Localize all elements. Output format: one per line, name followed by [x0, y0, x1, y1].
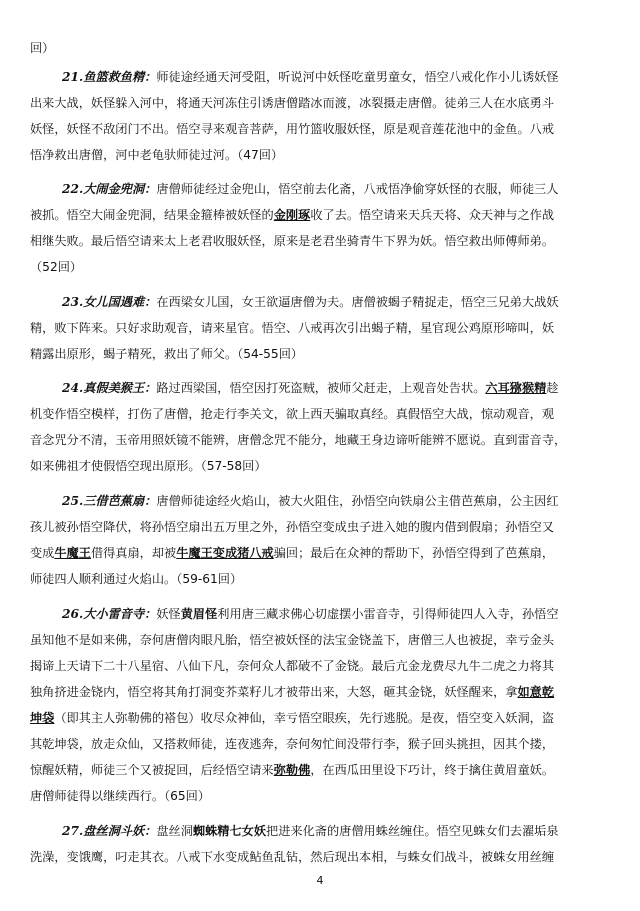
page-number: 4 [316, 874, 324, 887]
continuation-line: 回） [30, 41, 55, 55]
story-title: 鱼篮救鱼精： [83, 70, 157, 84]
story-title: 盘丝洞斗妖： [83, 824, 157, 838]
story-number: 21. [62, 70, 84, 84]
story-text: 唐僧师徒经过金兜山，悟空前去化斋，八戒悟净偷穿妖怪的衣服，师徒三人 [156, 182, 559, 196]
story-title: 大小雷音寺： [83, 607, 157, 621]
story-title: 女儿国遇难： [83, 295, 157, 309]
story-text: 利用唐三藏求佛心切虚摆小雷音寺，引得师徒四人入寺，孙悟空 [217, 607, 559, 621]
story-line [62, 824, 559, 838]
story-text: 被抓。悟空大闹金兜洞，结果金箍棒被妖怪的 [30, 208, 274, 222]
story-text: 收了去。悟空请来天兵天将、众天神与之作战 [310, 208, 555, 222]
story-line: 精，败下阵来。只好求助观音，请来星官。悟空、八戒再次引出蝎子精，星官现公鸡原形啼叫，妖 [30, 321, 555, 335]
story-line: 师徒四人顺利通过火焰山。（59-61回） [30, 572, 243, 586]
story-number: 23. [62, 295, 84, 309]
key-term: 六耳猕猴精 [485, 381, 547, 395]
story-line [30, 546, 554, 560]
story-line [30, 685, 554, 699]
key-term: 坤袋 [30, 711, 55, 725]
story-line [30, 763, 554, 777]
story-number: 25. [62, 494, 84, 508]
story-line: 如来佛祖才使假悟空现出原形。（57-58回） [30, 459, 267, 473]
story-line: 悟净救出唐僧，河中老龟驮师徒过河。（47回） [30, 148, 284, 162]
story-text: 趁 [546, 381, 559, 395]
story-text: 师徒途经通天河受阻，听说河中妖怪吃童男童女，悟空八戒化作小儿诱妖怪 [156, 70, 559, 84]
story-line [62, 70, 559, 84]
story-line: 虽知他不是如来佛，奈何唐僧肉眼凡胎，悟空被妖怪的法宝金铙盖下，唐僧三人也被捉，幸亏金头 [30, 633, 555, 647]
story-text: 妖怪 [156, 607, 181, 621]
story-line: 音念咒分不清，玉帝用照妖镜不能辨，唐僧念咒不能分，地藏王身边谛听能辨不愿说。直到雷音寺， [30, 433, 567, 447]
story-title: 大闹金兜洞： [83, 182, 157, 196]
story-line [62, 381, 559, 395]
key-term: 金刚琢 [273, 208, 311, 222]
story-text: 在西梁女儿国，女王欲逼唐僧为夫。唐僧被蝎子精捉走，悟空三兄弟大战妖 [156, 295, 559, 309]
story-text: 惊醒妖精，师徒三个又被捉回，后经悟空请来 [30, 763, 274, 777]
story-text: 把进来化斋的唐僧用蛛丝缠住。悟空见蛛女们去濯垢泉 [266, 824, 559, 838]
story-line [30, 208, 554, 222]
story-line: 机变作悟空模样，打伤了唐僧，抢走行李关文，欲上西天骗取真经。真假悟空大战，惊动观音，观 [30, 407, 555, 421]
story-text: 路过西梁国，悟空因打死盗贼，被师父赶走，上观音处告状。 [156, 381, 486, 395]
story-title: 真假美猴王： [83, 381, 157, 395]
key-term: 弥勒佛 [273, 763, 311, 777]
story-line: 妖怪，妖怪不敌闭门不出。悟空寻来观音菩萨，用竹篮收服妖怪，原是观音莲花池中的金鱼。八戒 [30, 122, 555, 136]
story-text: ，在西瓜田里设下巧计，终于擒住黄眉童妖。 [310, 763, 555, 777]
story-text: 骗回；最后在众神的帮助下，孙悟空得到了芭蕉扇， [273, 546, 555, 560]
story-line: 出来大战，妖怪躲入河中，将通天河冻住引诱唐僧踏冰而渡，冰裂摄走唐僧。徒弟三人在水底勇斗 [30, 96, 555, 110]
story-line: 洗澡，变饿鹰，叼走其衣。八戒下水变成鲇鱼乱钻，然后现出本相，与蛛女们战斗，被蛛女用丝缠 [30, 850, 555, 864]
story-number: 27. [62, 824, 84, 838]
story-text: 借得真扇，却被 [90, 546, 177, 560]
story-line: 相继失败。最后悟空请来太上老君收服妖怪，原来是老君坐骑青牛下界为妖。悟空救出师傅师弟。 [30, 234, 555, 248]
story-line: 精露出原形，蝎子精死，救出了师父。（54-55回） [30, 347, 304, 361]
key-term: 牛魔王变成猪八戒 [176, 546, 274, 560]
key-term: 蜘蛛精七女妖 [192, 824, 267, 838]
story-line: 其乾坤袋，放走众仙，又搭救师徒，连夜逃奔，奈何匆忙间没带行李，猴子回头挑担，因其个搂， [30, 737, 555, 751]
key-term: 黄眉怪 [180, 607, 218, 621]
story-line [62, 607, 559, 621]
story-number: 26. [62, 607, 84, 621]
story-title: 三借芭蕉扇： [83, 494, 157, 508]
story-line [30, 711, 554, 725]
story-line [62, 295, 559, 309]
story-text: （即其主人弥勒佛的褡包）收尽众神仙，幸亏悟空眼疾，先行逃脱。是夜，悟空变入妖洞，盗 [54, 711, 555, 725]
story-text: 变成 [30, 546, 55, 560]
story-number: 24. [62, 381, 84, 395]
story-text: 唐僧师徒途经火焰山，被大火阻住，孙悟空向铁扇公主借芭蕉扇，公主因红 [156, 494, 559, 508]
key-term: 如意乾 [517, 685, 555, 699]
story-line: 揭谛上天请下二十八星宿、八仙下凡，奈何众人都破不了金铙。最后亢金龙费尽九牛二虎之力将其 [30, 659, 555, 673]
story-line [62, 494, 559, 508]
story-line [62, 182, 559, 196]
key-term: 牛魔王 [54, 546, 91, 560]
story-line: 唐僧师徒得以继续西行。（65回） [30, 789, 211, 803]
story-text: 独角挤进金铙内，悟空将其角打洞变芥菜籽儿才被带出来，大怒，砸其金铙，妖怪醒来，拿 [30, 685, 518, 699]
story-text: 盘丝洞 [156, 824, 193, 838]
story-line: （52回） [30, 260, 83, 274]
story-number: 22. [62, 182, 84, 196]
story-line: 孩儿被孙悟空降伏，将孙悟空扇出五万里之外，孙悟空变成虫子进入她的腹内借到假扇；孙悟空又 [30, 520, 555, 534]
